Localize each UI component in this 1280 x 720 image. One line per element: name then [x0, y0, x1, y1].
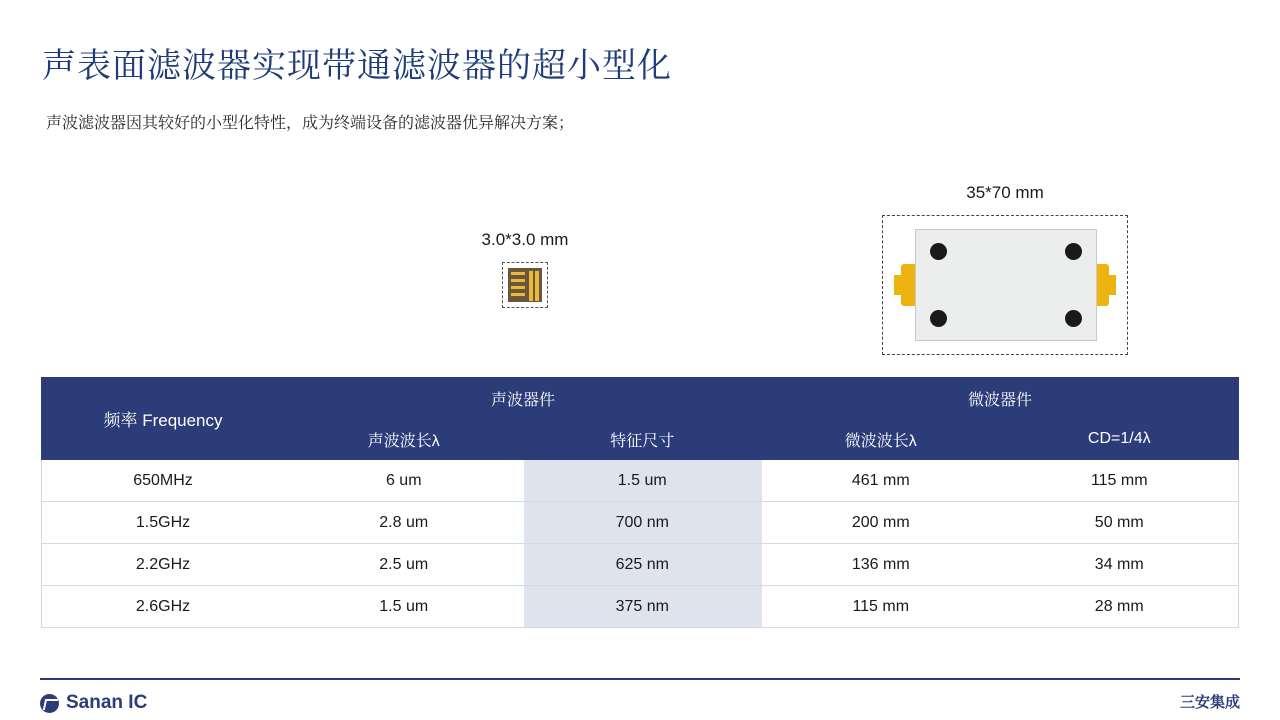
header-microwave-group: 微波器件 — [762, 378, 1239, 419]
cell-acoustic-wavelength: 2.5 um — [285, 544, 524, 586]
cell-cd: 34 mm — [1000, 544, 1239, 586]
cell-feature-size: 700 nm — [523, 502, 762, 544]
cell-acoustic-wavelength: 6 um — [285, 460, 524, 502]
cell-microwave-wavelength: 136 mm — [762, 544, 1001, 586]
cell-frequency: 1.5GHz — [42, 502, 285, 544]
screw-icon — [1065, 243, 1082, 260]
sanan-logo-icon — [40, 694, 59, 713]
table-row — [42, 502, 1239, 544]
header-feature-size: 特征尺寸 — [523, 419, 762, 460]
cell-cd: 28 mm — [1000, 586, 1239, 628]
cell-acoustic-wavelength: 1.5 um — [285, 586, 524, 628]
screw-icon — [930, 243, 947, 260]
cell-microwave-wavelength: 461 mm — [762, 460, 1001, 502]
table-row — [42, 586, 1239, 628]
saw-filter-figure — [430, 230, 620, 308]
comparison-table — [41, 377, 1239, 628]
saw-chip-illustration — [502, 262, 548, 308]
table-row — [42, 544, 1239, 586]
saw-filter-caption: 3.0*3.0 mm — [481, 230, 569, 249]
cell-feature-size: 375 nm — [523, 586, 762, 628]
cavity-filter-caption: 35*70 mm — [966, 183, 1044, 202]
saw-chip-body — [508, 268, 542, 302]
header-acoustic-group: 声波器件 — [285, 378, 762, 419]
header-microwave-wavelength: 微波波长λ — [762, 419, 1001, 460]
cell-feature-size: 1.5 um — [523, 460, 762, 502]
connector-tab-left-icon — [894, 275, 901, 295]
cavity-filter-illustration — [882, 215, 1128, 355]
table-header — [42, 378, 1239, 460]
brand-logo-text: Sanan IC — [66, 692, 148, 713]
comparison-table-wrapper — [41, 377, 1239, 628]
footer-divider — [40, 678, 1240, 680]
cell-cd: 50 mm — [1000, 502, 1239, 544]
header-acoustic-wavelength: 声波波长λ — [285, 419, 524, 460]
table-body — [42, 460, 1239, 628]
cavity-filter-figure — [860, 183, 1150, 355]
page-subtitle: 声波滤波器因其较好的小型化特性，成为终端设备的滤波器优异解决方案； — [46, 115, 575, 132]
footer-company-name: 三安集成 — [1179, 694, 1240, 711]
cell-feature-size: 625 nm — [523, 544, 762, 586]
connector-tab-right-icon — [1109, 275, 1116, 295]
header-frequency: 频率 Frequency — [42, 378, 285, 460]
cell-cd: 115 mm — [1000, 460, 1239, 502]
table-row — [42, 460, 1239, 502]
page-title: 声表面滤波器实现带通滤波器的超小型化 — [42, 47, 672, 85]
cell-frequency: 650MHz — [42, 460, 285, 502]
header-cd: CD=1/4λ — [1000, 419, 1239, 460]
brand-logo — [40, 692, 147, 714]
cell-microwave-wavelength: 200 mm — [762, 502, 1001, 544]
cell-microwave-wavelength: 115 mm — [762, 586, 1001, 628]
cell-frequency: 2.6GHz — [42, 586, 285, 628]
cell-acoustic-wavelength: 2.8 um — [285, 502, 524, 544]
table-header-row-group — [42, 378, 1239, 419]
cell-frequency: 2.2GHz — [42, 544, 285, 586]
cavity-filter-body — [915, 229, 1097, 341]
screw-icon — [1065, 310, 1082, 327]
screw-icon — [930, 310, 947, 327]
